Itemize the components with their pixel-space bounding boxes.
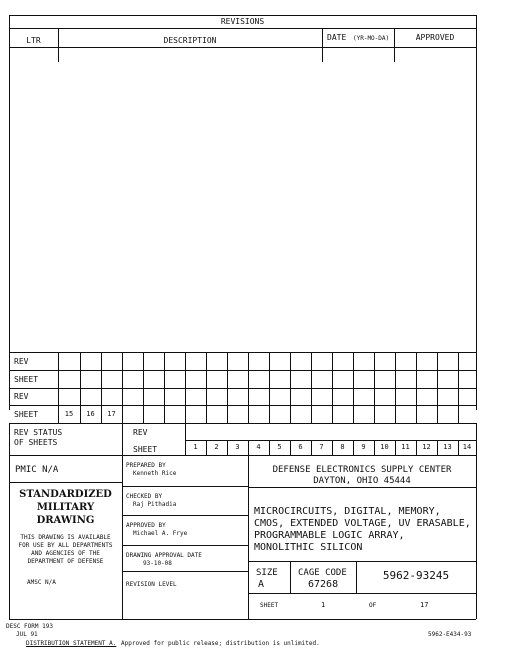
- agency-location: DAYTON, OHIO 45444: [313, 476, 411, 486]
- pmic-label: PMIC N/A: [15, 465, 59, 475]
- of-value: 17: [420, 601, 429, 609]
- approved-by-name: Michael A. Frye: [133, 530, 188, 537]
- drawing-title-line: CMOS, EXTENDED VOLTAGE, UV ERASABLE,: [254, 518, 471, 529]
- sheet-number: 17: [107, 410, 116, 418]
- status-sheet-number: 10: [380, 443, 389, 451]
- status-sheet-number: 8: [340, 443, 345, 451]
- sheet-value: 1: [321, 601, 326, 609]
- availability-text: DEPARTMENT OF DEFENSE: [27, 558, 104, 565]
- rev-status-rev-label: REV: [133, 428, 148, 437]
- distribution-label: DISTRIBUTION STATEMENT A.: [26, 640, 117, 647]
- col-date-format: (YR-MO-DA): [353, 35, 390, 42]
- sheet-label: SHEET: [260, 602, 279, 609]
- revision-level-label: REVISION LEVEL: [126, 581, 177, 588]
- checked-by-label: CHECKED BY: [126, 493, 163, 500]
- document-code: 5962-E434-93: [428, 631, 472, 638]
- checked-by-name: Raj Pithadia: [133, 501, 177, 508]
- rev-row-label: REV: [14, 357, 29, 366]
- approval-date-label: DRAWING APPROVAL DATE: [126, 552, 202, 559]
- agency-name: DEFENSE ELECTRONICS SUPPLY CENTER: [272, 465, 452, 475]
- smd-title-line: DRAWING: [36, 515, 95, 526]
- size-label: SIZE: [256, 568, 278, 578]
- rev-status-sheet-label: SHEET: [133, 445, 158, 454]
- availability-text: THIS DRAWING IS AVAILABLE: [20, 534, 111, 541]
- amsc-label: AMSC N/A: [27, 579, 56, 586]
- rev-row-label: REV: [14, 392, 29, 401]
- status-sheet-number: 12: [422, 443, 431, 451]
- sheet-row-label: SHEET: [14, 410, 39, 419]
- distribution-text: Approved for public release; distribution is unlimited.: [121, 640, 320, 647]
- smd-title-line: STANDARDIZED: [19, 489, 112, 500]
- approved-by-label: APPROVED BY: [126, 522, 166, 529]
- drawing-title-line: MONOLITHIC SILICON: [254, 542, 363, 553]
- col-date-header: DATE: [327, 33, 347, 42]
- status-sheet-number: 11: [401, 443, 410, 451]
- smd-title-line: MILITARY: [36, 502, 95, 513]
- status-sheet-number: 14: [462, 443, 472, 451]
- status-sheet-number: 7: [319, 443, 324, 451]
- revisions-title: REVISIONS: [220, 17, 265, 26]
- rev-status-label: OF SHEETS: [14, 438, 58, 447]
- col-approved-header: APPROVED: [415, 33, 455, 42]
- form-date: JUL 91: [16, 631, 38, 638]
- drawing-title-line: MICROCIRCUITS, DIGITAL, MEMORY,: [254, 506, 441, 517]
- drawing-title-line: PROGRAMMABLE LOGIC ARRAY,: [254, 530, 405, 541]
- availability-text: AND AGENCIES OF THE: [31, 550, 100, 557]
- cage-code-label: CAGE CODE: [298, 568, 347, 578]
- availability-text: FOR USE BY ALL DEPARTMENTS: [18, 542, 113, 549]
- cage-code-value: 67268: [308, 579, 339, 590]
- sheet-number: 16: [86, 410, 95, 418]
- drawing-number: 5962-93245: [382, 569, 450, 582]
- of-label: OF: [369, 602, 377, 609]
- form-number: DESC FORM 193: [6, 623, 53, 630]
- status-sheet-number: 4: [256, 443, 261, 451]
- status-sheet-number: 13: [443, 443, 452, 451]
- col-description-header: DESCRIPTION: [163, 36, 217, 45]
- rev-status-label: REV STATUS: [14, 428, 63, 437]
- prepared-by-name: Kenneth Rice: [133, 470, 177, 477]
- status-sheet-number: 3: [235, 443, 240, 451]
- status-sheet-number: 5: [277, 443, 282, 451]
- status-sheet-number: 2: [214, 443, 219, 451]
- prepared-by-label: PREPARED BY: [126, 462, 166, 469]
- status-sheet-number: 9: [361, 443, 366, 451]
- col-ltr-header: LTR: [26, 36, 41, 45]
- sheet-number: 15: [64, 410, 74, 418]
- status-sheet-number: 1: [193, 443, 198, 451]
- size-value: A: [258, 579, 265, 590]
- status-sheet-number: 6: [298, 443, 303, 451]
- sheet-row-label: SHEET: [14, 375, 39, 384]
- approval-date-value: 93-10-08: [143, 560, 172, 567]
